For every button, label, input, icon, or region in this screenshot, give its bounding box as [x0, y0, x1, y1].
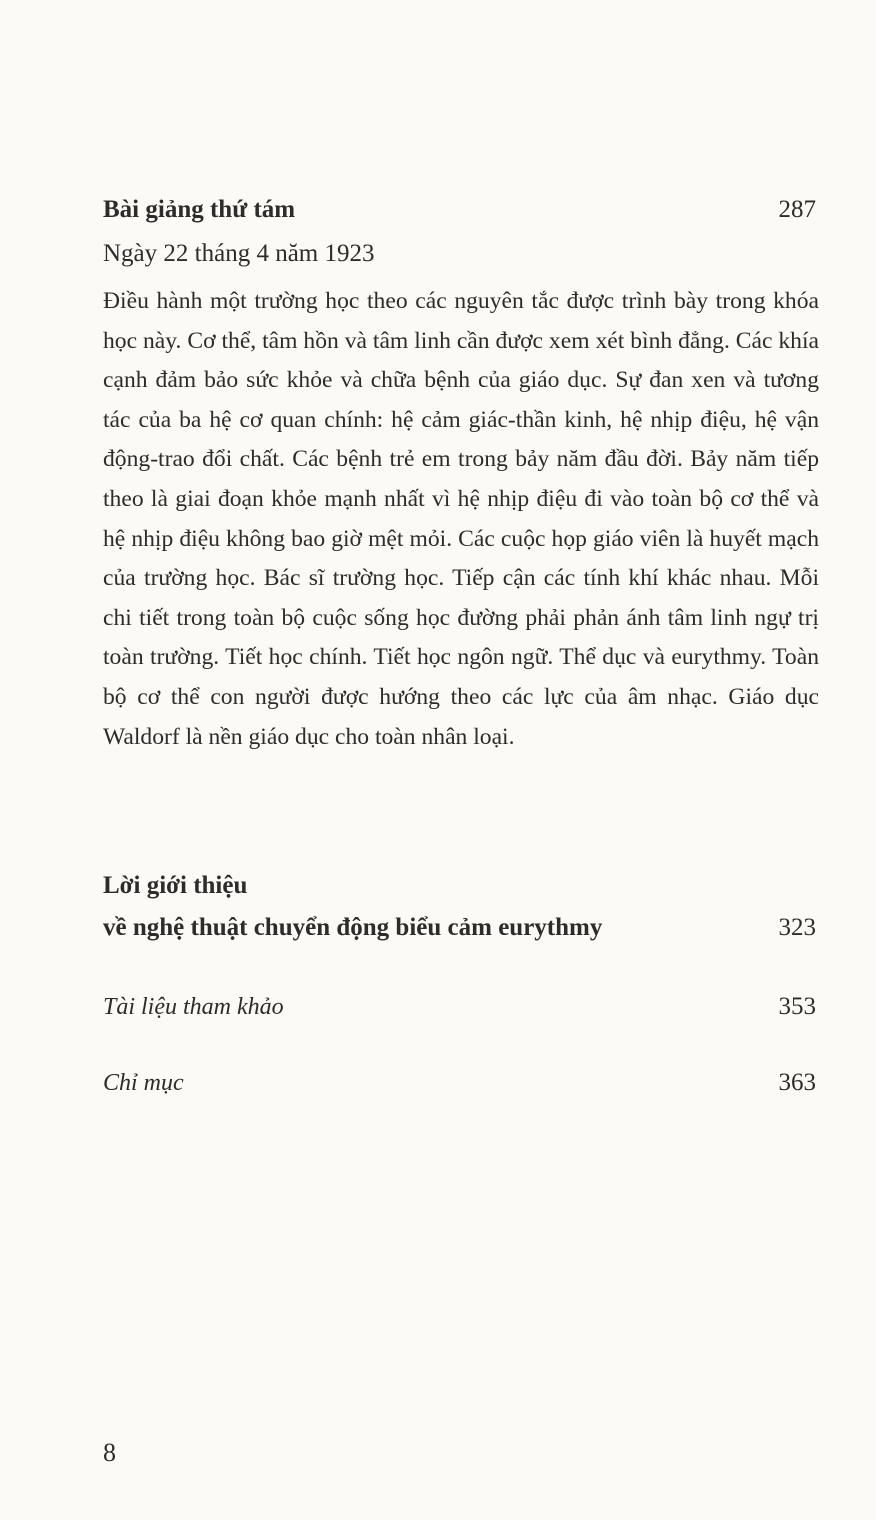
- lecture-page-number: 287: [778, 196, 816, 223]
- index-page-number: 363: [778, 1069, 816, 1096]
- index-title: Chỉ mục: [103, 1070, 184, 1096]
- eurythmy-title-line1: Lời giới thiệu: [103, 872, 248, 899]
- references-title: Tài liệu tham khảo: [103, 994, 284, 1020]
- toc-entry-references: [103, 993, 816, 1021]
- page-folio: 8: [103, 1438, 116, 1467]
- lecture-summary: Điều hành một trường học theo các nguyên tắc được trình bày trong khóa học này. Cơ thể, tâm hồn và tâm linh cần được xem xét bình đẳng. Các khía cạnh đảm bảo sức khỏe và chữa bệnh của giáo dục. Sự đan xen và tương tác của ba hệ cơ quan chính: hệ cảm giác-thần kinh, hệ nhịp điệu, hệ vận động-trao đổi chất. Các bệnh trẻ em trong bảy năm đầu đời. Bảy năm tiếp theo là giai đoạn khỏe mạnh nhất vì hệ nhịp điệu đi vào toàn bộ cơ thể và hệ nhịp điệu không bao giờ mệt mỏi. Các cuộc họp giáo viên là huyết mạch của trường học. Bác sĩ trường học. Tiếp cận các tính khí khác nhau. Mỗi chi tiết trong toàn bộ cuộc sống học đường phải phản ánh tâm linh ngự trị toàn trường. Tiết học chính. Tiết học ngôn ngữ. Thể dục và eurythmy. Toàn bộ cơ thể con người được hướng theo các lực của âm nhạc. Giáo dục Waldorf là nền giáo dục cho toàn nhân loại.: [103, 288, 819, 750]
- eurythmy-page-number: 323: [778, 914, 816, 941]
- lecture-date: Ngày 22 tháng 4 năm 1923: [103, 240, 375, 267]
- eurythmy-title-line2: về nghệ thuật chuyển động biểu cảm eurythmy: [103, 914, 603, 941]
- toc-entry-eurythmy: [103, 914, 816, 942]
- toc-entry-lecture-eight: [103, 196, 816, 224]
- toc-entry-eurythmy-line1: [103, 872, 816, 900]
- lecture-title: Bài giảng thứ tám: [103, 196, 296, 223]
- references-page-number: 353: [778, 993, 816, 1020]
- toc-entry-index: [103, 1069, 816, 1097]
